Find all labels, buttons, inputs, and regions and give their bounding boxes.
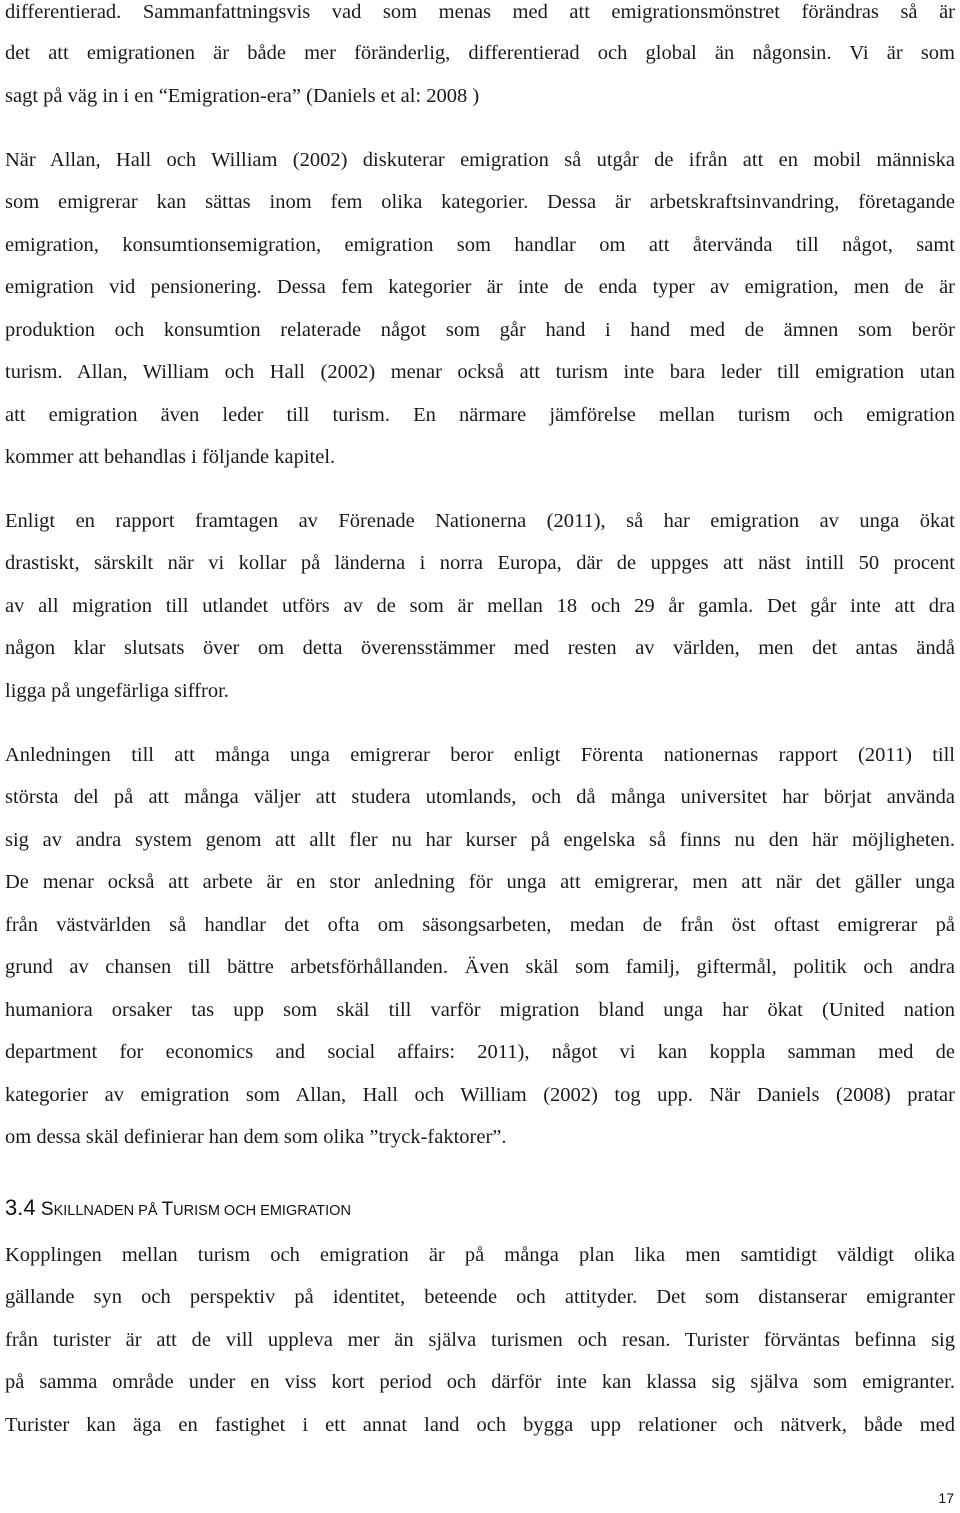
page-number: 17: [938, 1490, 954, 1506]
text-line: största del på att många väljer att studera utomlands, och då många universitet har börjat använda: [5, 786, 955, 808]
heading-initial: S: [40, 1199, 54, 1220]
text-line: De menar också att arbete är en stor anledning för unga att emigrerar, men att när det gäller unga: [5, 871, 955, 893]
text-line: att emigration även leder till turism. En närmare jämförelse mellan turism och emigration: [5, 404, 955, 426]
text-line: som emigrerar kan sättas inom fem olika kategorier. Dessa är arbetskraftsinvandring, företagande: [5, 191, 955, 213]
text-line: av all migration till utlandet utförs av de som är mellan 18 och 29 år gamla. Det går inte att dra: [5, 595, 955, 617]
text-line: ligga på ungefärliga siffror.: [5, 680, 229, 702]
text-line: produktion och konsumtion relaterade något som går hand i hand med de ämnen som berör: [5, 319, 955, 341]
text-line: grund av chansen till bättre arbetsförhållanden. Även skäl som familj, giftermål, politik och andra: [5, 956, 955, 978]
text-line: Turister kan äga en fastighet i ett annat land och bygga upp relationer och nätverk, både med: [5, 1414, 955, 1436]
text-line: När Allan, Hall och William (2002) diskuterar emigration så utgår de ifrån att en mobil människa: [5, 149, 955, 171]
text-line: det att emigrationen är både mer föränderlig, differentierad och global än någonsin. Vi är som: [5, 42, 955, 64]
text-line: emigration vid pensionering. Dessa fem kategorier är inte de enda typer av emigration, men de är: [5, 276, 955, 298]
section-heading: [5, 1196, 351, 1223]
text-line: kommer att behandlas i följande kapitel.: [5, 446, 336, 468]
text-line: drastiskt, särskilt när vi kollar på länderna i norra Europa, där de uppges att näst intill 50 procent: [5, 552, 955, 574]
text-line: om dessa skäl definierar han dem som olika ”tryck-faktorer”.: [5, 1126, 507, 1148]
heading-smallcaps: URISM OCH EMIGRATION: [173, 1203, 351, 1219]
text-line: på samma område under en viss kort period och därför inte kan klassa sig själva som emigranter.: [5, 1371, 955, 1393]
text-line: emigration, konsumtionsemigration, emigration som handlar om att återvända till något, samt: [5, 234, 955, 256]
text-line: gällande syn och perspektiv på identitet, beteende och attityder. Det som distanserar emigranter: [5, 1286, 955, 1308]
text-line: turism. Allan, William och Hall (2002) menar också att turism inte bara leder till emigration utan: [5, 361, 955, 383]
text-line: humaniora orsaker tas upp som skäl till varför migration bland unga har ökat (United nation: [5, 999, 955, 1021]
text-line: någon klar slutsats över om detta överensstämmer med resten av världen, men det antas ändå: [5, 637, 955, 659]
text-line: Enligt en rapport framtagen av Förenade Nationerna (2011), så har emigration av unga ökat: [5, 510, 955, 532]
text-line: department for economics and social affairs: 2011), något vi kan koppla samman med de: [5, 1041, 955, 1063]
text-line: från turister är att de vill uppleva mer än själva turismen och resan. Turister förväntas befinna sig: [5, 1329, 955, 1351]
text-line: från västvärlden så handlar det ofta om säsongsarbeten, medan de från öst oftast emigrerar på: [5, 914, 955, 936]
text-line: Anledningen till att många unga emigrerar beror enligt Förenta nationernas rapport (2011) till: [5, 744, 955, 766]
heading-smallcaps: KILLNADEN PÅ: [53, 1203, 162, 1219]
heading-initial: T: [161, 1199, 174, 1220]
text-line: sig av andra system genom att allt fler nu har kurser på engelska så finns nu den här möjligheten.: [5, 829, 955, 851]
section-number: 3.4: [5, 1195, 36, 1220]
text-line: differentierad. Sammanfattningsvis vad som menas med att emigrationsmönstret förändras så är: [5, 1, 955, 23]
text-line: sagt på väg in i en “Emigration-era” (Daniels et al: 2008 ): [5, 85, 480, 107]
text-line: Kopplingen mellan turism och emigration är på många plan lika men samtidigt väldigt olika: [5, 1244, 955, 1266]
text-line: kategorier av emigration som Allan, Hall och William (2002) tog upp. När Daniels (2008) pratar: [5, 1084, 955, 1106]
